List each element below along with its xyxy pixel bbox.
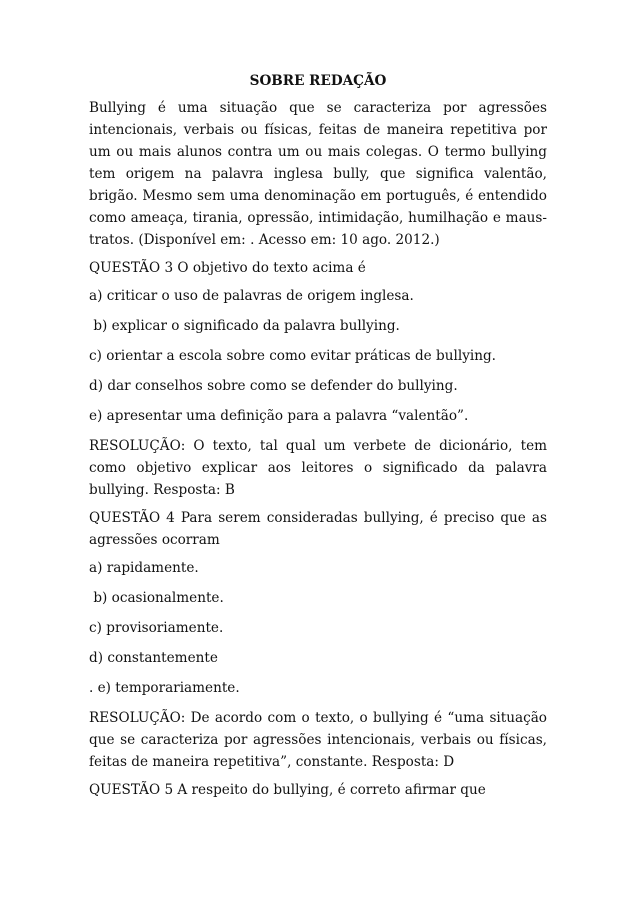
question-3: QUESTÃO 3 O objetivo do texto acima é (89, 260, 366, 276)
q4-option-e: . e) temporariamente. (89, 680, 240, 696)
q3-option-a: a) criticar o uso de palavras de origem inglesa. (89, 288, 414, 304)
q3-option-e: e) apresentar uma definição para a palavra “valentão”. (89, 408, 469, 424)
q4-option-b: b) ocasionalmente. (89, 590, 224, 606)
page-title: SOBRE REDAÇÃO (249, 73, 387, 89)
q3-option-d: d) dar conselhos sobre como se defender do bullying. (89, 378, 458, 394)
question-5: QUESTÃO 5 A respeito do bullying, é correto afirmar que (89, 782, 486, 798)
question-4: QUESTÃO 4 Para serem consideradas bullying, é preciso que as agressões ocorram (89, 510, 547, 548)
q4-resolution: RESOLUÇÃO: De acordo com o texto, o bullying é “uma situação que se caracteriza por agressões intencionais, verbais ou físicas, feitas de maneira repetitiva”, constante. Resposta: D (89, 710, 547, 770)
document-page (89, 70, 547, 807)
q4-option-d: d) constantemente (89, 650, 218, 666)
intro-paragraph: Bullying é uma situação que se caracteriza por agressões intencionais, verbais ou físicas, feitas de maneira repetitiva por um ou mais alunos contra um ou mais colegas. O termo bullying tem origem na palavra inglesa bully, que significa valentão, brigão. Mesmo sem uma denominação em português, é entendido como ameaça, tirania, opressão, intimidação, humilhação e maus-tratos. (Disponível em: . Acesso em: 10 ago. 2012.) (89, 100, 547, 248)
q3-resolution: RESOLUÇÃO: O texto, tal qual um verbete de dicionário, tem como objetivo explicar aos leitores o significado da palavra bullying. Resposta: B (89, 438, 547, 498)
q3-option-b: b) explicar o significado da palavra bullying. (89, 318, 400, 334)
q3-option-c: c) orientar a escola sobre como evitar práticas de bullying. (89, 348, 497, 364)
q4-option-c: c) provisoriamente. (89, 620, 224, 636)
q4-option-a: a) rapidamente. (89, 560, 199, 576)
